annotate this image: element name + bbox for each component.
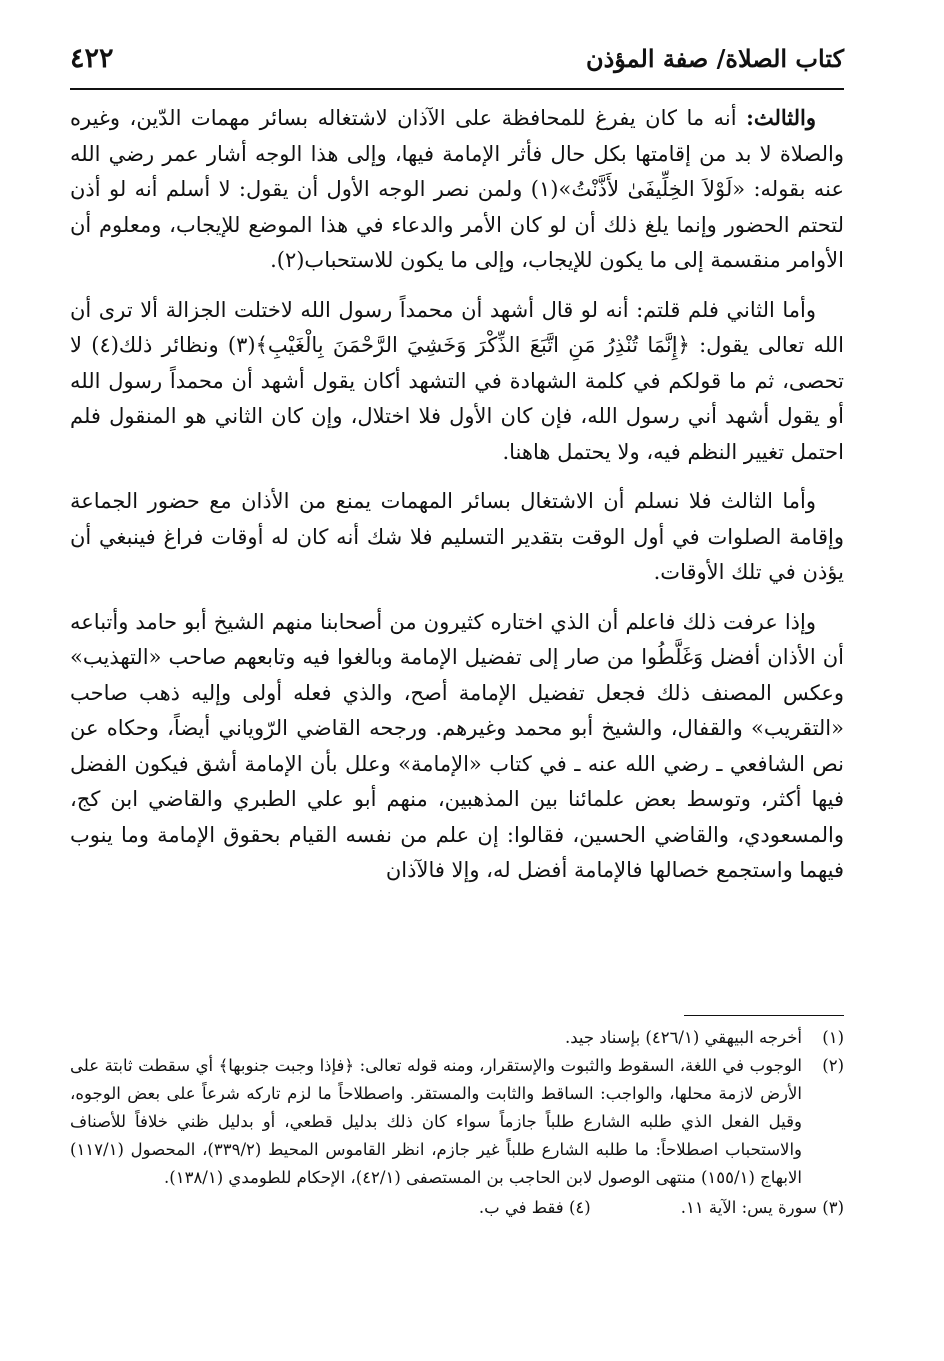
- footnote-4: (٤) فقط في ب.: [478, 1198, 591, 1217]
- paragraph-third-reply: [70, 484, 844, 591]
- paragraph-conclusion: [70, 605, 844, 889]
- footnote-2: [70, 1052, 844, 1192]
- footnote-number: (١): [822, 1028, 844, 1047]
- footnote-number: (٢): [822, 1056, 844, 1075]
- footnote-divider: [684, 1015, 844, 1016]
- footnote-3: (٣) سورة يس: الآية ١١.: [680, 1198, 844, 1217]
- paragraph-third-point: [70, 100, 844, 279]
- paragraph-text: أنه ما كان يفرغ للمحافظة على الآذان لاشتغاله بسائر مهمات الدّين، وغيره والصلاة لا بد من إقامتها بكل حال فأثر الإمامة فيها، وإلى هذا الوجه أشار عمر رضي الله عنه بقوله: «لَوْلاَ الخِلِّيفَىٰ لأَذَّنْتُ»(١) ولمن نصر الوجه الأول أن يقول: لا أسلم أنه لو أذن لتحتم الحضور وإنما يلغ ذلك أن لو كان الأمر والدعاء في هذا الموضع للإيجاب، ومعلوم أن الأوامر منقسمة إلى ما يكون للإيجاب، وإلى ما يكون للاستحباب(٢).: [70, 106, 844, 272]
- page-number: ٤٢٢: [70, 42, 114, 74]
- main-text: [70, 100, 844, 903]
- paragraph-text: وأما الثاني فلم قلتم: أنه لو قال أشهد أن محمداً رسول الله لاختلت الجزالة ألا ترى أن الله تعالى يقول: ﴿إِنَّمَا تُنْذِرُ مَنِ اتَّبَعَ الذِّكْرَ وَخَشِيَ الرَّحْمَنَ بِالْغَيْبِ﴾(٣) ونظائر ذلك(٤) لا تحصى، ثم ما قولكم في كلمة الشهادة في التشهد أكان يقول أشهد أن محمداً رسول الله أو يقول أشهد أني رسول الله، فإن كان الأول فلا اختلال، وإن كان الثاني هو المنقول فلم احتمل تغيير النظم فيه، ولا يحتمل هاهنا.: [70, 297, 844, 464]
- footnotes: [70, 1024, 844, 1222]
- paragraph-second-reply: [70, 293, 844, 471]
- paragraph-lead: والثالث:: [746, 105, 816, 130]
- running-title: كتاب الصلاة/ صفة المؤذن: [585, 43, 844, 73]
- footnotes-short-row: [70, 1194, 844, 1222]
- footnote-text: الوجوب في اللغة، السقوط والثبوت والإستقرار، ومنه قوله تعالى: ﴿فإذا وجبت جنوبها﴾ أي سقطت ثابتة على الأرض لازمة محلها، والواجب: الساقط والثابت والمستقر. واصطلاحاً ما لزم تاركه شرعاً على بعض الوجوه، وقيل الفعل الذي طلبه الشارع طلباً جازماً سواء كان ذلك بدليل قطعي، أو بدليل ظني خلافاً للأصناف والاستحباب اصطلاحاً: ما طلبه الشارع طلباً غير جازم، انظر القاموس المحيط (٣٣٩/٢)، المحصول (١١٧/١) الابهاج (١٥٥/١) منتهى الوصول لابن الحاجب بن المستصفى (٤٢/١)، الإحكام للطومدي (١٣٨/١).: [70, 1056, 802, 1187]
- header-divider: [70, 88, 844, 90]
- footnote-1: [70, 1024, 844, 1052]
- footnote-text: أخرجه البيهقي (٤٢٦/١) بإسناد جيد.: [565, 1028, 802, 1047]
- paragraph-text: وإذا عرفت ذلك فاعلم أن الذي اختاره كثيرون من أصحابنا منهم الشيخ أبو حامد وأتباعه أن الأذان أفضل وَغَلَّطُوا من صار إلى تفضيل الإمامة وبالغوا فيه وتابعهم صاحب «التهذيب» وعكس المصنف ذلك فجعل تفضيل الإمامة أصح، والذي فعله أولى وإليه ذهب صاحب «التقريب» والقفال، والشيخ أبو محمد وغيرهم. ورجحه القاضي الرّوياني أيضاً، وحكاه عن نص الشافعي ـ رضي الله عنه ـ في كتاب «الإمامة» وعلل بأن الإمامة أشق فيكون الفضل فيها أكثر، وتوسط بعض علمائنا بين المذهبين، منهم أبو علي الطبري والقاضي ابن كج، والمسعودي، والقاضي الحسين، فقالوا: إن علم من نفسه القيام بحقوق الإمامة وما ينوب فيهما واستجمع خصالها فالإمامة أفضل له، وإلا فالآذان: [70, 609, 844, 882]
- paragraph-text: وأما الثالث فلا نسلم أن الاشتغال بسائر المهمات يمنع من الأذان مع حضور الجماعة وإقامة الصلوات في أول الوقت بتقدير التسليم فلا شك أنه كان له أوقات فراغ فينبغي أن يؤذن في تلك الأوقات.: [70, 489, 844, 584]
- page-header: [70, 38, 844, 78]
